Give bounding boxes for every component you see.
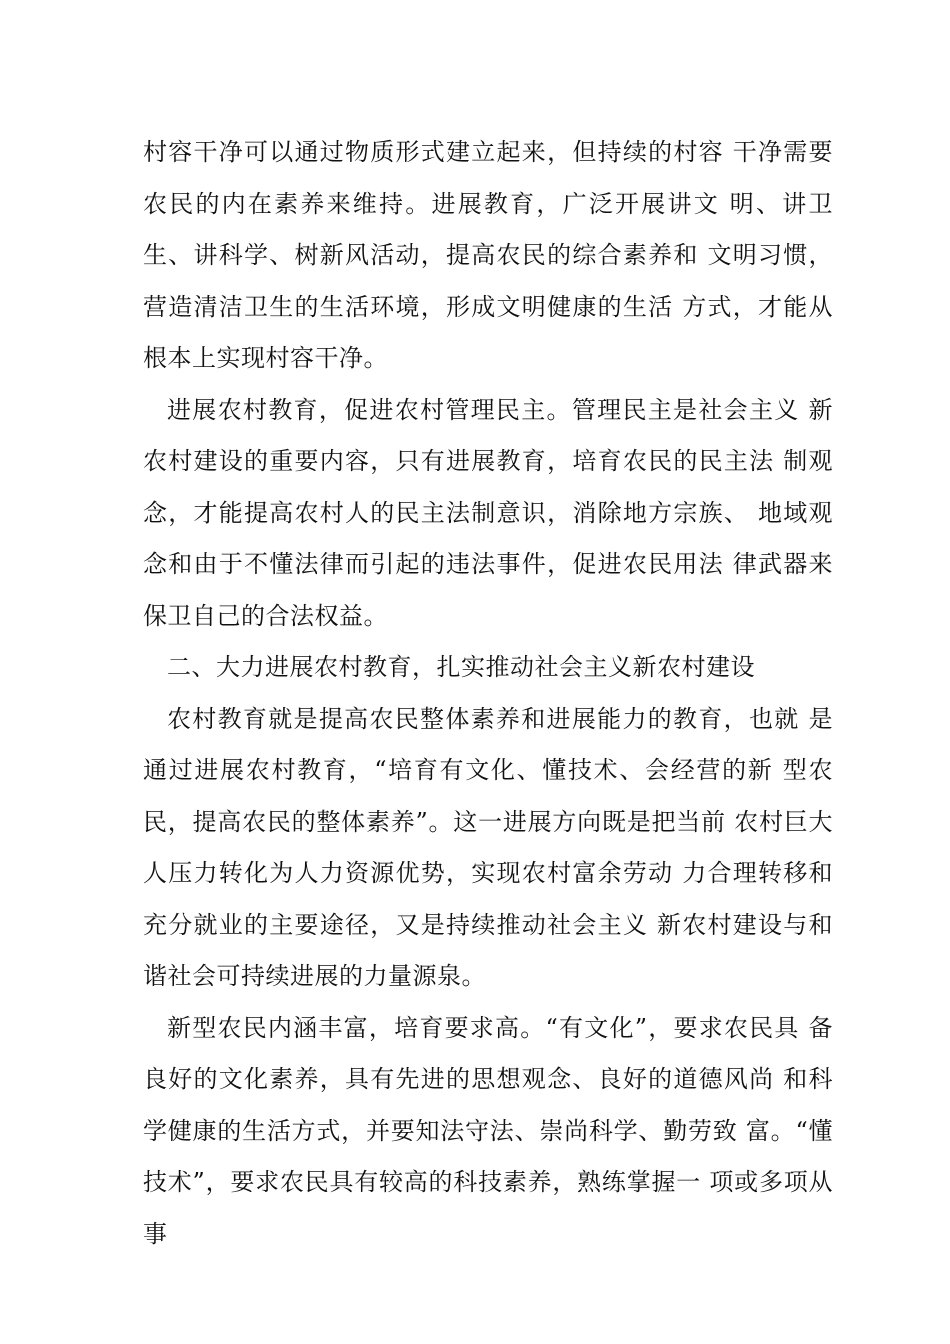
paragraph-village-cleanliness: 村容干净可以通过物质形式建立起来，但持续的村容 干净需要农民的内在素养来维持。进展教育，广泛开展讲文 明、讲卫生、讲科学、树新风活动，提高农民的综合素养和 文明习惯，营造清洁卫生的生活环境，形成文明健康的生活 方式，才能从根本上实现村容干净。 [143, 138, 833, 372]
paragraph-management-democracy: 进展农村教育，促进农村管理民主。管理民主是社会主义 新农村建设的重要内容，只有进展教育，培育农民的民主法 制观念，才能提高农村人的民主法制意识，消除地方宗族、 地域观念和由于不懂法律而引起的违法事件，促进农民用法 律武器来保卫自己的合法权益。 [143, 395, 833, 630]
document-body [143, 127, 833, 1260]
paragraph-rural-education: 农村教育就是提高农民整体素养和进展能力的教育，也就 是通过进展农村教育，“培育有文化、懂技术、会经营的新 型农民，提高农民的整体素养”。这一进展方向既是把当前 农村巨大人压力转化为人力资源优势，实现农村富余劳动 力合理转移和充分就业的主要途径，又是持续推动社会主义 新农村建设与和谐社会可持续进展的力量源泉。 [143, 704, 833, 990]
paragraph-new-farmers: 新型农民内涵丰富，培育要求高。“有文化”，要求农民具 备良好的文化素养，具有先进的思想观念、良好的道德风尚 和科学健康的生活方式，并要知法守法、崇尚科学、勤劳致 富。“懂技术”，要求农民具有较高的科技素养，熟练掌握一 项或多项从事 [143, 1013, 833, 1248]
section-heading-two: 二、大力进展农村教育，扎实推动社会主义新农村建设 [167, 653, 755, 681]
